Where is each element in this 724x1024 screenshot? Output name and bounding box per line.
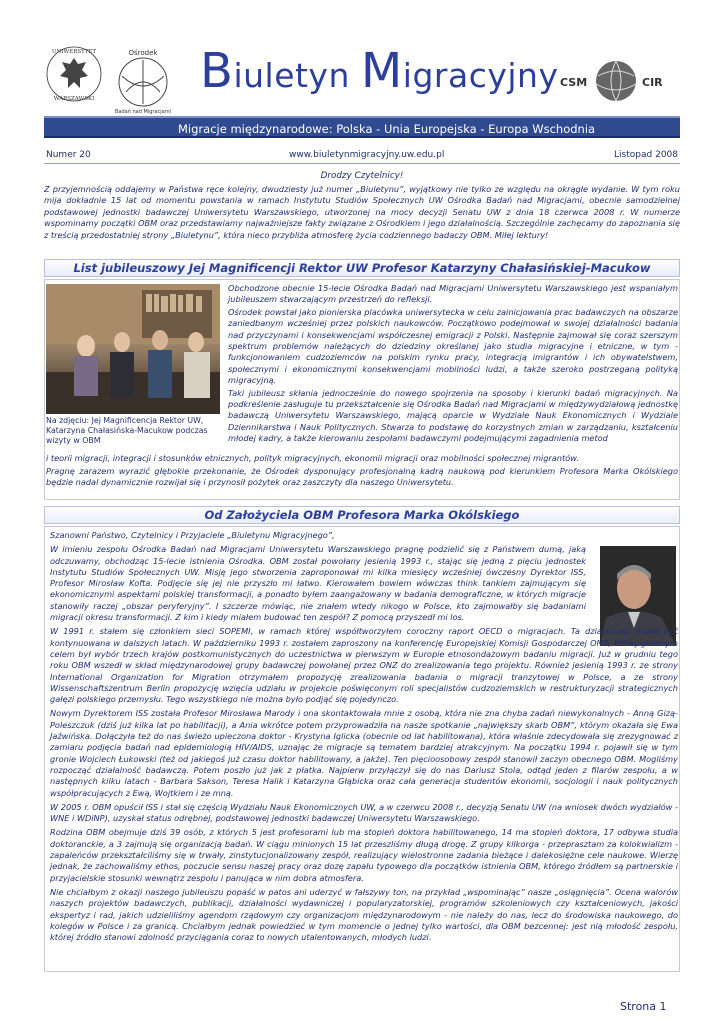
- section2-greeting: Szanowni Państwo, Czytelnicy i Przyjaciele „Biuletynu Migracyjnego”,: [50, 530, 335, 540]
- section2-paragraph: Nowym Dyrektorem ISS została Profesor Mirosława Marody i ona skontaktowała mnie z osobą, która nie zna chyba zadań niewykonalnych - Anną Gizą-Poleszczuk (dziś już kilka lat po habilitacji), a Ania wkrótce potem przyprowadziła na nasze spotkanie „największy skarb OBM”, którym okazała się Ewa Jaźwińska. Dołączyła też do nas świeżo upieczona doktor - Krystyna Iglicka (obecnie od lat habilitowana), która właśnie zdecydowała się zrezygnować z zamiaru podjęcia badań nad epidemiologią HIV/AIDS, uznając że migracje są tematem bardziej atrakcyjnym. Na początku 1994 r. pojawił się w tym gronie Wojciech Łukowski (też od jakiegoś już czasu doktor habilitowany, a jakże). Ten pięcioosobowy zespół stanowił zaczyn obecnego OBM. Mogliśmy rozpocząć działalność badawczą. Potem poszło już jak z płatka. Najpierw przyłączył się do nas Dariusz Stola, odtąd jeden z filarów zespołu, a w następnych kilku latach - Barbara Sakson, Teresa Halik i Katarzyna Głąbicka oraz cała generacja studentów ekonomii, socjologii i nauk politycznych współpracujących z Ewą, Wojtkiem i ze mną.: [50, 708, 678, 798]
- section2-paragraph: W imieniu zespołu Ośrodka Badań nad Migracjami Uniwersytetu Warszawskiego pragnę podzielić się z Państwem dumą, jaką odczuwamy, obchodząc 15-lecie istnienia Ośrodka. OBM został powołany jesienią 1993 r., stając się jedną z pięciu jednostek Instytutu Studiów Społecznych UW. Misję jego stworzenia zaproponował mi kilka miesięcy wcześniej ówczesny Dyrektor ISS, Profesor Mirosław Kofta. Podjęcie się jej nie przyszło mi łatwo. Kierowałem bowiem wówczas think tankiem zajmującym się ekonomicznymi aspektami polskiej transformacji, a ponadto byłem zaangażowany w badania demograficzne, w których migracje stanowiły raczej „obszar peryferyjny”. I szczerze mówiąc, nie znałem wtedy nikogo w Polsce, kto zajmowałby się badaniami migracji okresu transformacji. Z kim i kiedy miałem budować ten zespół? Z pomocą przyszedł mi los.: [50, 544, 586, 623]
- osrodek-logo: [108, 46, 178, 116]
- logo-osrodek-bottom-text: Badań nad Migracjami: [115, 109, 171, 115]
- section2-paragraph: Nie chciałbym z okazji naszego jubileuszu popaść w patos ani uderzyć w fałszywy ton, na przykład „wspominając” nasze „osiągnięcia”. Ocena walorów naszych projektów badawczych, publikacji, działalności wydawniczej i popularyzatorskiej, programów szkoleniowych czy kształceniowych, jakości ekspertyz i rad, jakich udzieliliśmy agendom rządowym czy organizacjom międzynarodowym - nie należy do nas, lecz do środowiska naukowego, do kolegów w Polsce i za granicą. Chciałbym jednak powiedzieć w tym momencie o jednej tylko wartości, dla OBM bezcennej: jest nią młodość zespołu, której źródło stanowi zdolność przyciągania coraz to nowych utalentowanych, młodych ludzi.: [50, 886, 678, 943]
- section1-paragraph: Taki jubileusz skłania jednocześnie do nowego spojrzenia na sposoby i kierunki badań migracyjnych. Na podkreślenie zasługuje tu przekształcenie się Ośrodka Badań nad Migracjami w międzywydziałową jednostkę badawczą Uniwersytetu Warszawskiego, mającą oparcie w Wydziale Nauk Ekonomicznych i Wydziale Dziennikarstwa i Nauk Politycznych. Stwarza to podstawę do korzystnych zmian w zarządzaniu, kształceniu młodej kadry, a także kierowaniu zespołami badawczymi podejmującymi zagadnienia metod: [228, 387, 678, 443]
- csm-cir-logo: [558, 56, 678, 106]
- photo-caption: Na zdjęciu: Jej Magnificencja Rektor UW, Katarzyna Chałasińska-Macukow podczas wizyty w OBM: [46, 416, 208, 445]
- title-initial-b: B: [200, 43, 234, 99]
- section2-paragraph: Rodzina OBM obejmuje dziś 39 osób, z których 5 jest profesorami lub ma stopień doktora habilitowanego, 14 ma stopień doktora, 17 odbywa studia doktoranckie, a 3 zajmują się organizacją badań. W ciągu minionych 15 lat przeszliśmy długą drogę. Z grupy kilkorga - przeprasztam za kolokwializm - zapaleńców przekształciliśmy się w trwały, zinstytucjonalizowany zespół, realizujący wielostronne zadania bieżące i dalekosiężne cele naukowe. Wierzę jednak, że zachowaliśmy ethos, poczucie sensu naszej pracy oraz dozę zapału typowego dla początków istnienia OBM, którego źródłem są partnerskie i przyjacielskie stosunki wewnątrz zespołu i panująca w nim dobra atmosfera.: [50, 827, 678, 883]
- section1-body-wide: [46, 453, 678, 490]
- section2-paragraph: W 2005 r. OBM opuścił ISS i stał się częścią Wydziału Nauk Ekonomicznych UW, a w czerwcu 2008 r., decyzją Senatu UW (na wniosek dwóch wydziałów - WNE i WDiNP), uzyskał status odrębnej, podstawowej jednostki badawczej Uniwersytetu Warszawskiego.: [50, 801, 678, 824]
- university-logo: [44, 44, 104, 104]
- section1-paragraph: Obchodzone obecnie 15-lecie Ośrodka Badań nad Migracjami Uniwersytetu Warszawskiego jest wspaniałym jubileuszem stwarzającym przestrzeń do refleksji.: [228, 283, 678, 305]
- issue-number: Numer 20: [46, 150, 91, 160]
- section1-body: [228, 283, 678, 446]
- logo-uw-bottom-text: WARSZAWSKI: [53, 96, 95, 102]
- meta-divider: [44, 163, 680, 164]
- website-link[interactable]: www.biuletynmigracyjny.uw.edu.pl: [289, 150, 445, 160]
- issue-date: Listopad 2008: [614, 150, 678, 160]
- section1-paragraph: Pragnę zarazem wyrazić głębokie przekonanie, że Ośrodek dysponujący profesjonalną kadrą naukową pod kierunkiem Profesora Marka Okólskiego będzie nadal dynamicznie rozwijał się i przynosił pożytek oraz zaszczyty dla naszego Uniwersytetu.: [46, 465, 678, 488]
- section1-title: List jubileuszowy Jej Magnificencji Rektor UW Profesor Katarzyny Chałasińskiej-Macukow: [44, 259, 680, 277]
- logo-cir-text: CIR: [642, 76, 663, 89]
- title-part-2: igracyjny: [402, 56, 559, 95]
- section1-paragraph: Ośrodek powstał jako pionierska placówka uniwersytecka w celu zainicjowania prac badawczych na obszarze zaniedbanym wcześniej przez polskich naukowców. Początkowo podejmował w swojej działalności badania nad przyczynami i konsekwencjami współczesnej emigracji z Polski. Następnie zajmował się coraz szerszym spektrum problemów należących do dziedziny określanej jako studia migracyjne i etniczne, w tym - funkcjonowaniem cudzoziemców na polskim rynku pracy, integracją imigrantów i ich obywatelstwem, społecznymi i ekonomicznymi konsekwencjami mobilności ludzi, a także szeroko postrzeganą polityką migracyjną.: [228, 307, 678, 385]
- logo-osrodek-top-text: Ośrodek: [128, 49, 158, 57]
- section2-paragraph: W 1991 r. stałem się członkiem sieci SOPEMI, w ramach której współtworzyłem coroczny raport OECD o migracjach. Ta działalność miała być kontynuowana w dalszych latach. W październiku 1993 r. zostałem zaproszony na konferencję Europejskiej Komisji Gospodarczej ONZ, której głównym celem był wybór trzech krajów postkomunistycznych do uczestnictwa w pierwszym w Europie etnosondażowym badaniu migracji. Już w grudniu tego roku OBM wszedł w skład międzynarodowej grupy badawczej powołanej przez ONZ do zrealizowania tego projektu. Również jesienią 1993 r. ze strony International Organization for Migration otrzymałem propozycję zrealizowania badania o migracji tranzytowej w Polsce, a ze strony Wissenschaftszentrum Berlin propozycję wzięcia udziału w projekcie poświęconym roli specjalistów cudzoziemskich w restrukturyzacji strategicznych gałęzi polskiego przemysłu. Tego wszystkiego nie można było podjąć się pojedynczo.: [50, 626, 678, 705]
- intro-heading: Drodzy Czytelnicy!: [320, 171, 404, 181]
- title-initial-m: M: [360, 43, 403, 99]
- newsletter-title: [200, 42, 559, 105]
- banner: Migracje międzynarodowe: Polska - Unia Europejska - Europa Wschodnia: [44, 116, 680, 138]
- section2-title: Od Założyciela OBM Profesora Marka Okólskiego: [44, 506, 680, 524]
- intro-text: Z przyjemnością oddajemy w Państwa ręce kolejny, dwudziesty już numer „Biuletynu”, wyjątkowy nie tylko ze względu na okrągłe wydanie. W tym roku mija dokładnie 15 lat od momentu powstania w ramach Instytutu Studiów Społecznych UW Ośrodka Badań nad Migracjami, obecnie samodzielnej podstawowej jednostki badawczej Uniwersytetu Warszawskiego, utworzonej na mocy decyzji Senatu UW z dnia 18 czerwca 2008 r. W numerze wspominamy początki OBM oraz przedstawiamy najważniejsze fakty związane z Ośrodkiem i jego działalnością. Szczególnie zachęcamy do zapoznania się z treścią przedostatniej strony „Biuletynu”, która nieco przybliża atmosferę życia codziennego badaczy OBM. Miłej lektury!: [44, 184, 680, 240]
- section2-body: [50, 530, 678, 946]
- title-part-1: iuletyn: [233, 56, 361, 95]
- logo-csm-text: CSM: [560, 76, 588, 89]
- section1-paragraph: i teorii migracji, integracji i stosunków etnicznych, polityk migracyjnych, ekonomii migracji oraz mobilności społecznej migrantów.: [46, 453, 579, 463]
- page-number: Strona 1: [620, 1000, 667, 1013]
- logo-uw-top-text: UNIWERSYTET: [51, 49, 97, 55]
- rector-visit-photo: [46, 284, 220, 414]
